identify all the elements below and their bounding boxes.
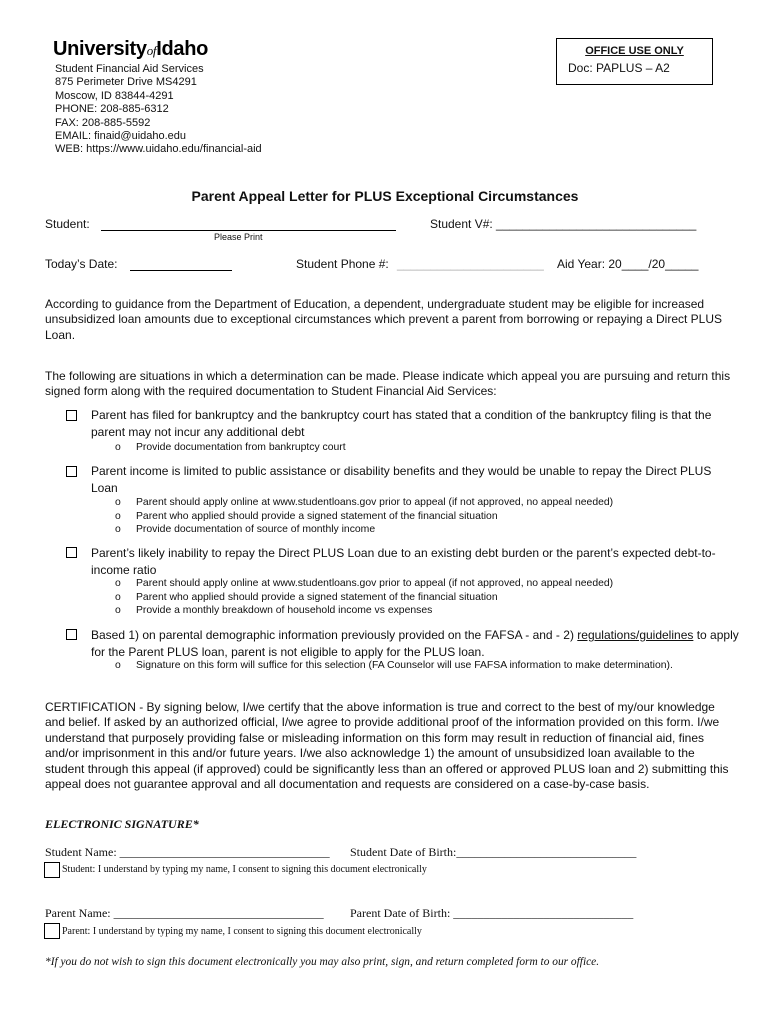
parent-consent-text: Parent: I understand by typing my name, I consent to signing this document electronically	[62, 926, 422, 937]
address-line: 875 Perimeter Drive MS4291	[55, 76, 197, 89]
please-print-note: Please Print	[214, 232, 263, 242]
appeal-public-assistance-checkbox[interactable]	[66, 466, 77, 477]
intro-paragraph: According to guidance from the Department of Education, a dependent, undergraduate student may be eligible for increased unsubsidized loan amounts due to exceptional circumstances which prevent a parent from borrowing or repaying a Direct PLUS Loan.	[45, 297, 723, 342]
office-use-box	[556, 38, 713, 85]
list-item	[115, 577, 613, 591]
signature-footnote: *If you do not wish to sign this document electronically you may also print, sign, and return completed form to our office.	[45, 956, 600, 968]
todays-date-field[interactable]	[130, 270, 232, 271]
appeal-text-part: Based 1) on parental demographic information previously provided on the FAFSA - and - 2)	[91, 628, 578, 642]
student-consent-text: Student: I understand by typing my name, I consent to signing this document electronically	[62, 864, 427, 875]
form-title: Parent Appeal Letter for PLUS Exceptional Circumstances	[191, 188, 579, 204]
phone-line: PHONE: 208-885-6312	[55, 103, 169, 116]
bullet-marker: o	[115, 524, 121, 536]
list-item	[115, 523, 613, 537]
parent-consent-checkbox[interactable]	[44, 923, 60, 939]
appeal-public-assistance-requirements	[115, 496, 613, 537]
appeal-public-assistance-text: Parent income is limited to public assistance or disability benefits and they would be unable to repay the Direct PLUS Loan	[91, 464, 712, 495]
student-consent-checkbox[interactable]	[44, 862, 60, 878]
bullet-marker: o	[115, 510, 121, 522]
office-use-title: OFFICE USE ONLY	[585, 45, 684, 57]
requirement-text: Parent who applied should provide a signed statement of the financial situation	[136, 591, 498, 603]
appeal-bankruptcy-text: Parent has filed for bankruptcy and the bankruptcy court has stated that a condition of the bankruptcy filing is that the parent may not incur any additional debt	[91, 408, 712, 439]
web-line: WEB: https://www.uidaho.edu/financial-aid	[55, 143, 262, 156]
situations-paragraph: The following are situations in which a determination can be made. Please indicate which appeal you are pursuing and return this signed form along with the required documentation to Student Financial Aid Services:	[45, 369, 731, 399]
requirement-text: Provide documentation from bankruptcy court	[136, 442, 346, 453]
fax-line: FAX: 208-885-5592	[55, 116, 151, 129]
bullet-marker: o	[115, 591, 121, 603]
bullet-marker: o	[115, 442, 121, 453]
logo-university-text: University	[53, 38, 147, 60]
list-item	[115, 604, 613, 618]
requirement-text: Parent should apply online at www.studentloans.gov prior to appeal (if not approved, no appeal needed)	[136, 497, 614, 508]
requirement-text: Parent should apply online at www.studentloans.gov prior to appeal (if not approved, no appeal needed)	[136, 578, 614, 589]
student-v-number-field[interactable]: Student V#: ______________________________	[430, 217, 697, 231]
list-item	[115, 659, 673, 673]
logo-idaho-text: Idaho	[156, 38, 209, 60]
appeal-fafsa-demographic-requirements	[115, 659, 673, 673]
list-item	[115, 591, 613, 605]
student-phone-field[interactable]: ______________________	[397, 257, 544, 271]
university-of-idaho-logo	[53, 38, 208, 61]
bullet-marker: o	[115, 660, 121, 671]
parent-name-signature-field[interactable]: Parent Name: ___________________________________	[45, 906, 324, 920]
bullet-marker: o	[115, 605, 121, 617]
bullet-marker: o	[115, 578, 121, 589]
student-name-signature-field[interactable]: Student Name: ___________________________________	[45, 845, 330, 859]
requirement-text: Parent who applied should provide a signed statement of the financial situation	[136, 510, 498, 522]
appeal-debt-burden-text: Parent’s likely inability to repay the Direct PLUS Loan due to an existing debt burden or the parent’s expected debt-to-income ratio	[91, 546, 716, 577]
bullet-marker: o	[115, 497, 121, 508]
office-address	[55, 63, 262, 157]
appeal-bankruptcy-requirements	[115, 441, 346, 455]
appeal-bankruptcy-checkbox[interactable]	[66, 410, 77, 421]
appeal-fafsa-demographic-checkbox[interactable]	[66, 629, 77, 640]
requirement-text: Provide a monthly breakdown of household income vs expenses	[136, 605, 433, 617]
electronic-signature-heading: ELECTRONIC SIGNATURE*	[45, 817, 199, 831]
list-item	[115, 510, 613, 524]
list-item	[115, 441, 346, 455]
student-name-field[interactable]	[101, 230, 396, 231]
student-dob-field[interactable]: Student Date of Birth:______________________________	[350, 845, 637, 859]
email-line: EMAIL: finaid@uidaho.edu	[55, 130, 187, 143]
student-label: Student:	[45, 217, 90, 231]
student-phone-label: Student Phone #:	[296, 257, 389, 271]
appeal-fafsa-demographic-text	[91, 627, 741, 661]
address-line: Student Financial Aid Services	[55, 63, 204, 75]
parent-dob-field[interactable]: Parent Date of Birth: ______________________________	[350, 906, 634, 920]
appeal-debt-burden-checkbox[interactable]	[66, 547, 77, 558]
logo-of-text: of	[146, 43, 157, 58]
requirement-text: Provide documentation of source of monthly income	[136, 524, 376, 536]
appeal-text-part: to apply for the Parent PLUS loan, parent is not eligible to apply for the PLUS loan.	[91, 628, 739, 659]
requirement-text: Signature on this form will suffice for this selection (FA Counselor will use FAFSA information to make determination).	[136, 660, 673, 671]
address-line: Moscow, ID 83844-4291	[55, 89, 174, 102]
office-doc-code: Doc: PAPLUS – A2	[568, 61, 670, 75]
appeal-debt-burden-requirements	[115, 577, 613, 618]
aid-year-field[interactable]: Aid Year: 20____/20_____	[557, 257, 699, 271]
certification-paragraph: CERTIFICATION - By signing below, I/we certify that the above information is true and correct to the best of my/our knowledge and belief. If asked by an authorized official, I/we agree to provide additional proof of the information provided on this form. I/we understand that purposely providing false or misleading information on this form may result in reduction of financial aid, fines and/or imprisonment in this and/or future years. I/we also acknowledge 1) the amount of unsubsidized loan available to the student through this appeal (if approved) could be significantly less than an offered or approved PLUS loan and 2) submitting this appeal does not guarantee approval and all documentation and requests are considered on a case-by-case basis.	[45, 700, 729, 792]
todays-date-label: Today’s Date:	[45, 257, 118, 271]
regulations-guidelines-link[interactable]: regulations/guidelines	[577, 628, 694, 642]
list-item	[115, 496, 613, 510]
